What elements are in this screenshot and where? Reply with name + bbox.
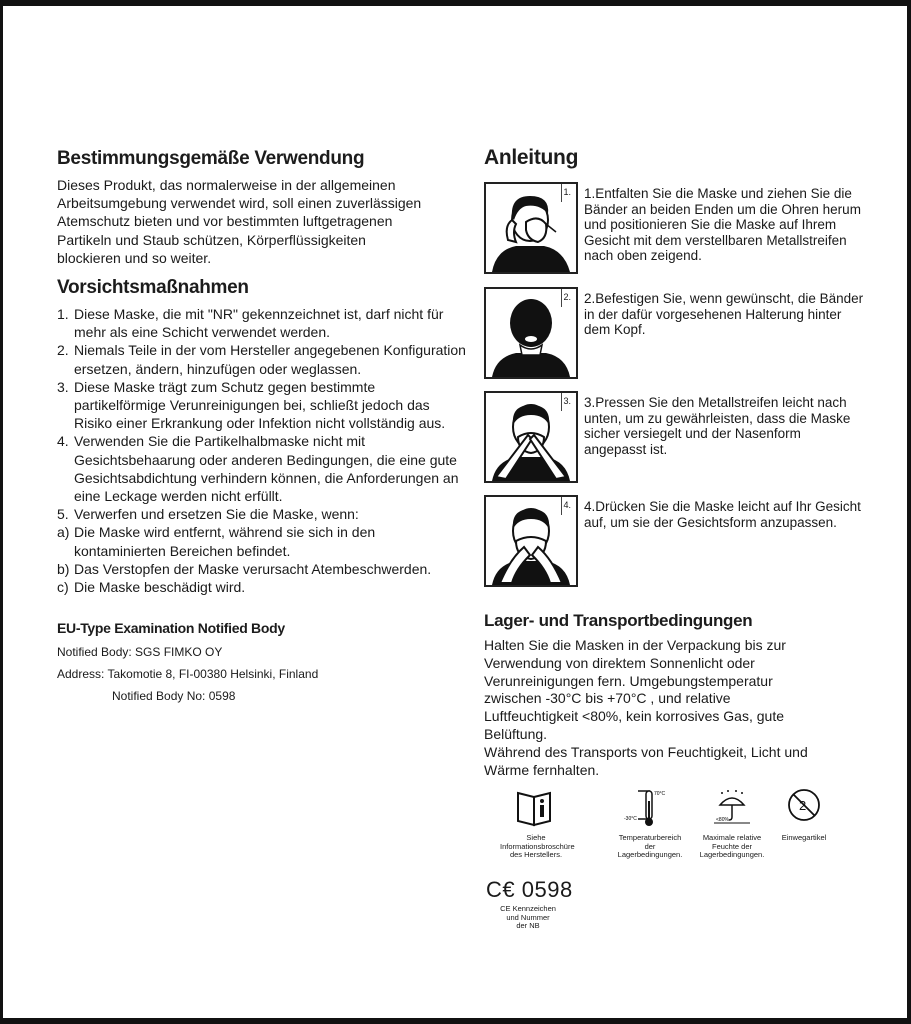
caption-line: Feuchte der [711,841,753,851]
step-4-text: 4.Drücken Sie die Maske leicht auf Ihr Gesicht auf, um sie der Gesichtsform anzupassen. [584,499,861,530]
notified-body-address: Address: Takomotie 8, FI-00380 Helsinki, Finland [57,667,319,682]
precaution-text: Die Maske beschädigt wird. [74,579,246,596]
step-1-illustration [484,182,578,274]
storage-line: zwischen -30°C bis +70°C , und relative [484,690,731,707]
usage-heading: Bestimmungsgemäße Verwendung [57,148,365,169]
precaution-number: 3. [57,378,69,395]
temp-min-label: -30°C [624,816,637,822]
step-number: 1. [563,187,571,197]
precaution-text: Niemals Teile in der vom Hersteller angegebenen Konfiguration ersetzen, ändern, hinzufügen oder weglassen. [74,342,466,377]
step-2-text: 2.Befestigen Sie, wenn gewünscht, die Bänder in der dafür vorgesehenen Halterung hinter dem Kopf. [584,291,864,337]
symbol-temperature [612,787,688,860]
caption-line: der [644,841,656,851]
bottom-border [0,1018,911,1024]
step-4-illustration [484,495,578,587]
thermometer-icon [612,787,688,829]
step-number: 3. [563,396,571,406]
eu-notified-body-block [57,620,467,706]
svg-text:2: 2 [799,798,807,813]
caption-line: des Herstellers. [509,850,563,859]
usage-line: Arbeitsumgebung verwendet wird, soll einen zuverlässigen [57,195,422,212]
precaution-item [57,505,467,523]
instructions-heading: Anleitung [484,146,579,169]
storage-paragraph [484,637,854,779]
usage-paragraph [57,176,467,267]
precaution-text: Die Maske wird entfernt, während sie sich in den kontaminierten Bereichen befindet. [74,524,376,559]
symbol-caption [612,834,688,860]
caption-line: Temperaturbereich [618,833,682,842]
symbol-info-booklet [500,787,575,860]
precaution-number: b) [57,560,70,577]
symbol-caption [694,834,770,860]
step-number: 2. [563,292,571,302]
symbol-humidity [694,787,770,860]
storage-heading: Lager- und Transportbedingungen [484,611,753,630]
storage-line: Verwendung von direktem Sonnenlicht oder [484,654,755,671]
left-column [57,148,467,708]
storage-line: Luftfeuchtigkeit <80%, kein korrosives Gas, gute [484,708,784,725]
storage-line: Wärme fernhalten. [484,761,600,778]
precautions-heading: Vorsichtsmaßnahmen [57,277,249,299]
precaution-item [57,432,467,505]
precaution-text: Diese Maske, die mit "NR" gekennzeichnet ist, darf nicht für mehr als eine Schicht verwendet werden. [74,306,444,341]
precaution-item [57,523,467,559]
precaution-number: c) [57,579,69,596]
notified-body-number: Notified Body No: 0598 [112,689,236,704]
caption-line: Einwegartikel [781,833,827,842]
ce-caption [500,905,556,931]
single-use-icon [772,787,836,829]
humidity-umbrella-icon [694,787,770,829]
symbol-single-use [772,787,836,843]
pressing-mask-icon [486,497,576,585]
precaution-item [57,378,467,433]
caption-line: Maximale relative [702,833,762,842]
precaution-item [57,305,467,341]
storage-line: Belüftung. [484,725,548,742]
step-1-text: 1.Entfalten Sie die Maske und ziehen Sie die Bänder an beiden Enden um die Ohren herum und positionieren Sie die Maske auf Ihrem Gesicht mit dem verstellbaren Metallstreifen nach oben zeigend. [584,186,861,263]
step-number: 4. [563,500,571,510]
usage-line: Atemschutz bieten und vor bestimmten luftgetragenen [57,213,393,230]
precaution-text: Verwerfen und ersetzen Sie die Maske, wenn: [74,506,359,523]
caption-line: Lagerbedingungen. [617,850,683,859]
precautions-list [57,305,467,596]
storage-line: Während des Transports von Feuchtigkeit, Licht und [484,743,808,760]
precaution-text: Verwenden Sie die Partikelhalbmaske nicht mit Gesichtsbehaarung oder anderen Bedingungen, die eine gute Gesichtsabdichtung verhindern können, die Anforderungen an eine Leckage werden nicht erfüllt. [74,433,459,505]
usage-line: blockieren und so weiter. [57,249,212,266]
humidity-label: <80% [716,817,729,823]
pressing-nose-clip-icon [486,393,576,481]
head-back-view-icon [486,289,576,377]
precaution-number: a) [57,524,70,541]
storage-line: Halten Sie die Masken in der Verpackung bis zur [484,637,786,653]
usage-line: Dieses Produkt, das normalerweise in der allgemeinen [57,177,396,193]
eu-heading: EU-Type Examination Notified Body [57,620,285,637]
step-2-illustration [484,287,578,379]
symbol-caption [500,833,575,860]
precaution-item [57,341,467,377]
precaution-text: Das Verstopfen der Maske verursacht Atembeschwerden. [74,560,432,577]
precaution-number: 2. [57,342,69,359]
precaution-number: 4. [57,433,69,450]
top-border [0,0,911,6]
precaution-item [57,578,467,596]
caption-line: und Nummer [506,912,550,922]
notified-body-name: Notified Body: SGS FIMKO OY [57,645,223,660]
left-border [0,0,3,1024]
storage-line: Verunreinigungen fern. Umgebungstemperatur [484,672,773,689]
ce-mark: C€ 0598 [486,877,573,902]
temp-max-label: 70°C [654,791,666,797]
right-border [907,0,911,1024]
caption-line: Siehe [526,833,546,842]
precaution-number: 1. [57,306,69,323]
caption-line: Lagerbedingungen. [699,850,765,859]
step-3-illustration [484,391,578,483]
precaution-item [57,560,467,578]
caption-line: CE Kennzeichen [500,904,556,913]
precaution-text: Diese Maske trägt zum Schutz gegen bestimmte partikelförmige Verunreinigungen bei, schließt jedoch das Risiko einer Erkrankung oder Infektion nicht vollständig aus. [74,378,446,432]
precaution-number: 5. [57,506,69,523]
step-3-text: 3.Pressen Sie den Metallstreifen leicht nach unten, um zu gewährleisten, dass die Maske sicher versiegelt und der Nasenform angepasst ist. [584,395,851,457]
info-booklet-icon [500,787,572,829]
usage-line: Partikeln und Staub schützen, Körperflüssigkeiten [57,231,366,248]
symbol-caption [772,834,836,843]
caption-line: Informationsbroschüre [500,841,575,851]
person-fitting-mask-icon [486,184,576,272]
caption-line: der NB [516,921,540,930]
